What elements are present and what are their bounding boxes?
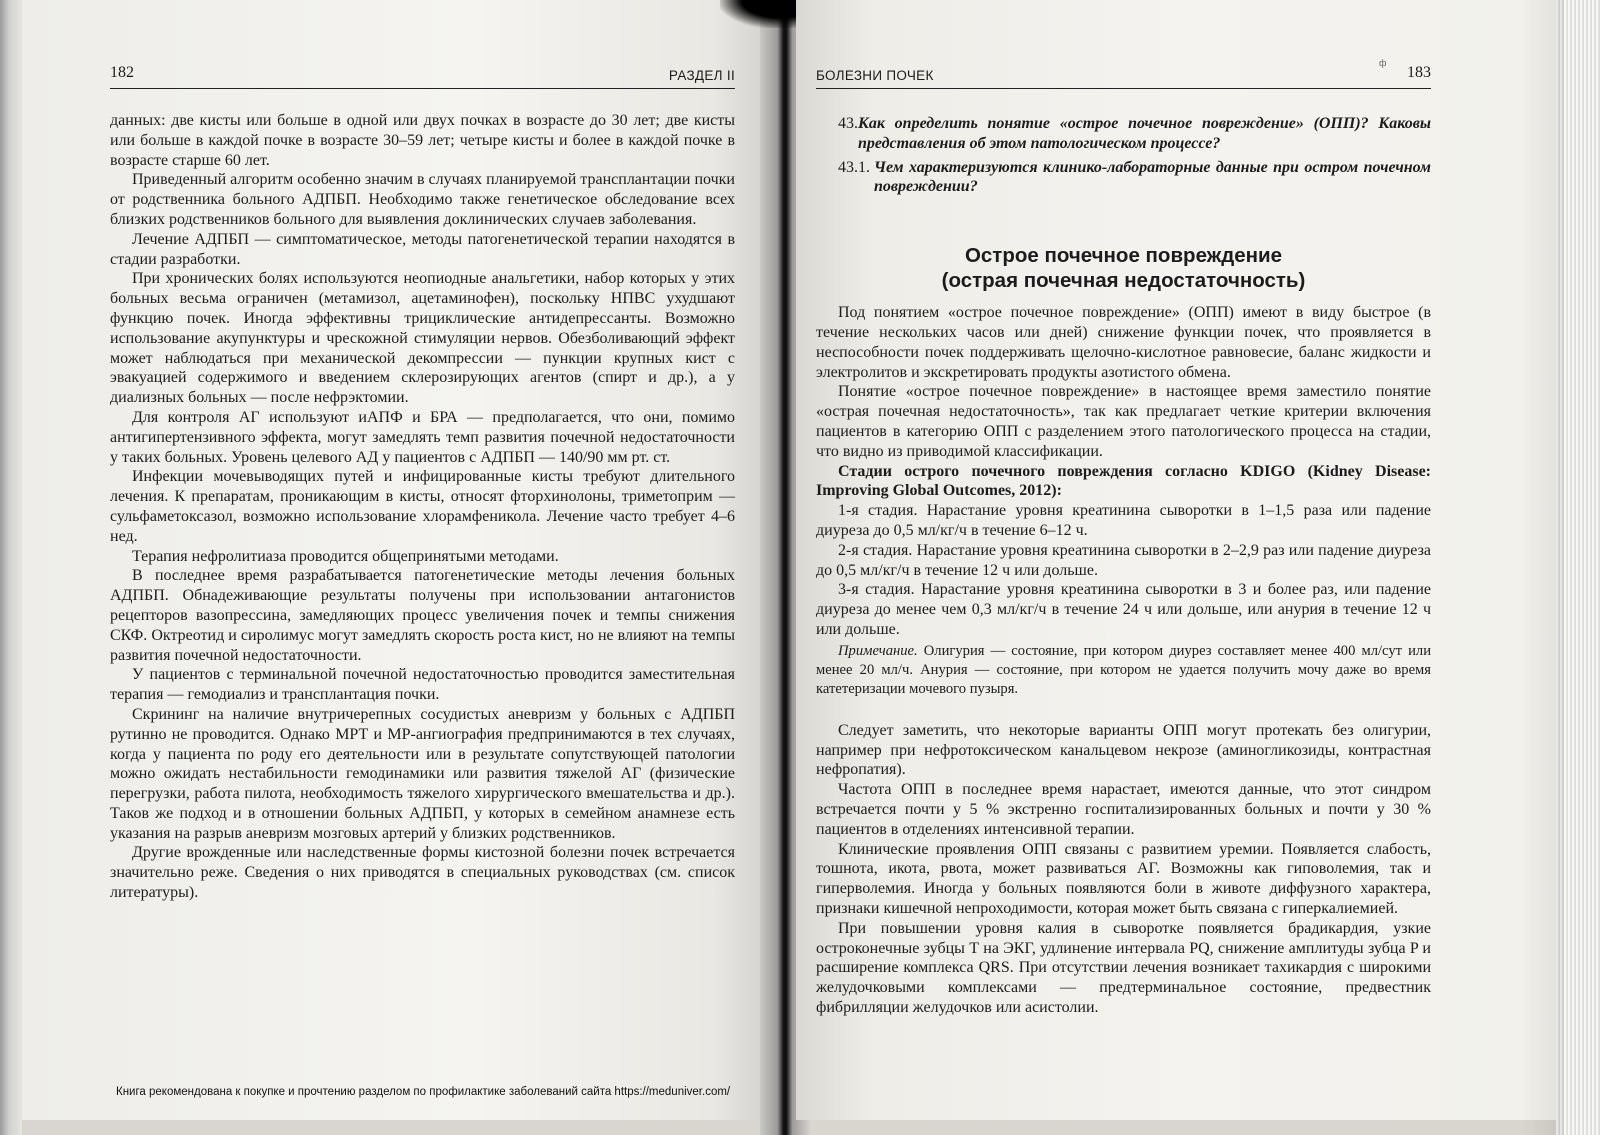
note-text: Олигурия — состояние, при котором диурез составляет менее 400 мл/сут или менее 20 мл/ч. Анурия — состояние, при котором не удается получить мочу даже во время катетеризации мочевого пузыря. [816, 642, 1431, 697]
footer-notice: Книга рекомендована к покупке и прочтению разделом по профилактике заболеваний сайта https://meduniver.com/ [116, 1086, 731, 1098]
left-page-edge [0, 0, 22, 1135]
paragraph: Другие врожденные или наследственные формы кистозной болезни почек встречается значительно реже. Сведения о них приводятся в специальных руководствах (см. список литературы). [110, 844, 735, 902]
corner-mark: ф [1379, 58, 1387, 68]
paragraph: У пациентов с терминальной почечной недостаточностью проводится заместительная терапия — гемодиализ и трансплантация почки. [110, 666, 735, 704]
right-page [796, 0, 1556, 1120]
paragraph: Следует заметить, что некоторые варианты ОПП могут протекать без олигурии, например при нефротоксическом канальцевом некрозе (аминогликозиды, контрастная нефропатия). [816, 721, 1431, 779]
paragraph: Приведенный алгоритм особенно значим в случаях планируемой трансплантации почки от родственника больного АДПБП. Необходимо также генетическое обследование всех близких родственников больного для выявления доклинических случаев заболевания. [110, 171, 735, 228]
stage-item: 2-я стадия. Нарастание уровня креатинина сыворотки в 2–2,9 раз или падение диуреза до 0,5 мл/кг/ч в течение 12 ч или дольше. [816, 541, 1431, 579]
paragraph: При хронических болях используются неопиодные анальгетики, набор которых у этих больных весьма ограничен (метамизол, ацетаминофен), поскольку НПВС ухудшают функцию почек. Иногда эффективны трициклические антидепрессанты. Возможно использование акупунктуры и чрескожной стимуляции нервов. Обезболивающий эффект может наблюдаться при механической декомпрессии — пункции крупных кист с эвакуацией содержимого и введением склерозирующих агентов (спирт и др.), а у диализных больных — после нефрэктомии. [110, 270, 735, 407]
right-page-header [816, 62, 1431, 89]
right-page-edge-shadow [1520, 0, 1564, 1135]
paragraph: При повышении уровня калия в сыворотке появляется брадикардия, узкие остроконечные зубцы Т на ЭКГ, удлинение интервала PQ, снижение амплитуды зубца P и расширение комплекса QRS. При отсутствии лечения возникает тахикардия с широкими желудочковыми комплексами — предтерминальное состояние, предвестник фибрилляции желудочков или асистолии. [816, 919, 1431, 1016]
left-page-body [110, 111, 735, 903]
stages-heading: Стадии острого почечного повреждения согласно KDIGO (Kidney Disease: Improving Global Outcomes, 2012): [816, 462, 1431, 500]
right-page-body [816, 114, 1431, 1018]
paragraph: Под понятием «острое почечное повреждение» (ОПП) имеют в виду быстрое (в течение нескольких часов или дней) снижение функции почек, что проявляется в неспособности почек поддерживать щелочно-кислотное равновесие, баланс жидкости и электролитов и экскретировать продукты азотистого обмена. [816, 304, 1431, 381]
chapter-title-line: (острая почечная недостаточность) [941, 269, 1306, 293]
paragraph: Частота ОПП в последнее время нарастает, имеются данные, что этот синдром встречается почти у 5 % экстренно госпитализированных больных и почти у 30 % пациентов в отделениях интенсивной терапии. [816, 781, 1431, 838]
question-number: 43. [838, 115, 858, 132]
question-number: 43.1. [838, 158, 870, 176]
question-text: Чем характеризуются клинико-лабораторные данные при остром почечном повреждении? [874, 158, 1431, 196]
running-head: РАЗДЕЛ II [668, 68, 735, 83]
paragraph: Скрининг на наличие внутричерепных сосудистых аневризм у больных с АДПБП рутинно не проводится. Однако МРТ и МР-ангиография предпринимаются в тех случаях, когда у пациента по роду его деятельности или в результате сопутствующей патологии можно ожидать нестабильности гемодинамики или развития тяжелой АГ (физические перегрузки, работа пилота, необходимость тяжелого хирургического вмешательства и др.). Таков же подход и в отношении больных АДПБП, у которых в семейном анамнезе есть указания на разрыв аневризм мозговых артерий у близких родственников. [110, 705, 735, 842]
spacer [816, 699, 1431, 721]
paragraph: Понятие «острое почечное повреждение» в настоящее время заместило понятие «острая почечная недостаточность», так как предлагает четкие критерии включения пациентов в категорию ОПП с разделением этого патологического процесса на стадии, что видно из приводимой классификации. [816, 383, 1431, 460]
page-number: 183 [1407, 64, 1431, 81]
question-text: Как определить понятие «острое почечное повреждение» (ОПП)? Каковы представления об этом патологическом процессе? [858, 115, 1431, 152]
stage-item: 1-я стадия. Нарастание уровня креатинина сыворотки в 1–1,5 раза или падение диуреза до 0,5 мл/кг/ч в течение 6–12 ч. [816, 502, 1431, 539]
chapter-title-line: Острое почечное повреждение [964, 244, 1283, 268]
paragraph: Лечение АДПБП — симптоматическое, методы патогенетической терапии находятся в стадии разработки. [110, 230, 735, 268]
left-page [22, 0, 774, 1120]
paragraph: В последнее время разрабатывается патогенетические методы лечения больных АДПБП. Обнадеживающие результаты получены при использовании антагонистов рецепторов вазопрессина, замедляющих процесс увеличения почек и темпы снижения СКФ. Октреотид и сиролимус могут замедлять скорость роста кист, но не влияют на темпы развития почечной недостаточности. [110, 567, 735, 664]
question [816, 158, 1431, 198]
note-label: Примечание. [838, 642, 918, 659]
note [816, 642, 1431, 699]
paragraph: Для контроля АГ используют иАПФ и БРА — предполагается, что они, помимо антигипертензивного эффекта, могут замедлять темп развития почечной недостаточности у таких больных. Уровень целевого АД у пациентов с АДПБП — 140/90 мм рт. ст. [110, 408, 735, 466]
paragraph: Клинические проявления ОПП связаны с развитием уремии. Появляется слабость, тошнота, икота, рвота, может развиваться АГ. Возможны как гиповолемия, так и гиперволемия. Иногда у больных появляются боли в животе диффузного характера, признаки кишечной непроходимости, которая может быть связана с гиперкалиемией. [816, 840, 1431, 917]
chapter-title [816, 243, 1431, 293]
question [816, 114, 1431, 154]
page-number: 182 [110, 64, 134, 81]
paragraph: Терапия нефролитиаза проводится общепринятыми методами. [132, 547, 559, 565]
running-head: БОЛЕЗНИ ПОЧЕК [816, 68, 934, 83]
stage-item: 3-я стадия. Нарастание уровня креатинина сыворотки в 3 и более раз, или падение диуреза до менее чем 0,3 мл/кг/ч в течение 24 ч или дольше, или анурия в течение 12 ч или дольше. [816, 581, 1431, 638]
paragraph: Инфекции мочевыводящих путей и инфицированные кисты требуют длительного лечения. К препаратам, проникающим в кисты, относят фторхинолоны, триметоприм — сульфаметоксазол, возможно использование хлорамфеникола. Лечение часто требует 4–6 нед. [110, 468, 735, 545]
left-page-header [110, 62, 735, 89]
paragraph: данных: две кисты или больше в одной или двух почках в возрасте до 30 лет; две кисты или больше в каждой почке в возрасте 30–59 лет; четыре кисты и более в каждой почке в возрасте старше 60 лет. [110, 112, 735, 169]
